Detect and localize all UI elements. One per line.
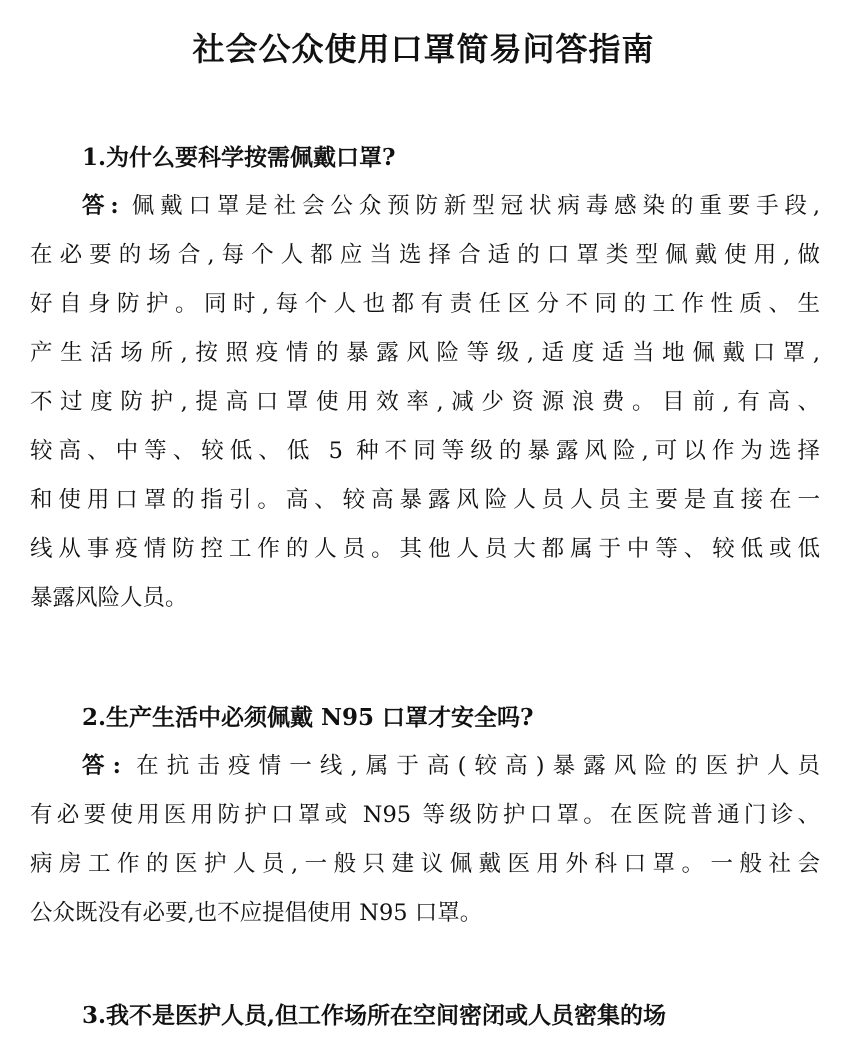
answer-label: 答: — [82, 753, 121, 779]
answer-2-line-4: 公众既没有必要,也不应提倡使用 N95 口罩。 — [30, 900, 483, 926]
answer-label: 答: — [82, 193, 119, 219]
answer-text: 佩戴口罩是社会公众预防新型冠状病毒感染的重要手段, — [118, 193, 820, 219]
answer-1-line-5: 不过度防护,提高口罩使用效率,减少资源浪费。目前,有高、 — [30, 389, 820, 415]
answer-1-line-4: 产生活场所,按照疫情的暴露风险等级,适度适当地佩戴口罩, — [30, 340, 820, 366]
question-3: 3.我不是医护人员,但工作场所在空间密闭或人员密集的场 — [82, 1002, 667, 1029]
answer-1-line-2: 在必要的场合,每个人都应当选择合适的口罩类型佩戴使用,做 — [30, 242, 820, 268]
answer-1-line-6: 较高、中等、较低、低 5 种不同等级的暴露风险,可以作为选择 — [30, 438, 820, 464]
answer-2-line-1 — [82, 748, 820, 784]
answer-1-line-3: 好自身防护。同时,每个人也都有责任区分不同的工作性质、生 — [30, 291, 820, 317]
answer-text: 在抗击疫情一线,属于高(较高)暴露风险的医护人员 — [120, 753, 820, 779]
answer-2-line-3: 病房工作的医护人员,一般只建议佩戴医用外科口罩。一般社会 — [30, 851, 820, 877]
question-2: 2.生产生活中必须佩戴 N95 口罩才安全吗? — [82, 704, 534, 731]
answer-1-line-1 — [82, 188, 820, 224]
answer-2-line-2: 有必要使用医用防护口罩或 N95 等级防护口罩。在医院普通门诊、 — [30, 802, 820, 828]
answer-1-line-8: 线从事疫情防控工作的人员。其他人员大都属于中等、较低或低 — [30, 536, 820, 562]
document-title: 社会公众使用口罩简易问答指南 — [192, 30, 655, 68]
question-1: 1.为什么要科学按需佩戴口罩? — [82, 144, 396, 171]
answer-1-line-9: 暴露风险人员。 — [30, 585, 188, 611]
answer-1-line-7: 和使用口罩的指引。高、较高暴露风险人员人员主要是直接在一 — [30, 487, 820, 513]
